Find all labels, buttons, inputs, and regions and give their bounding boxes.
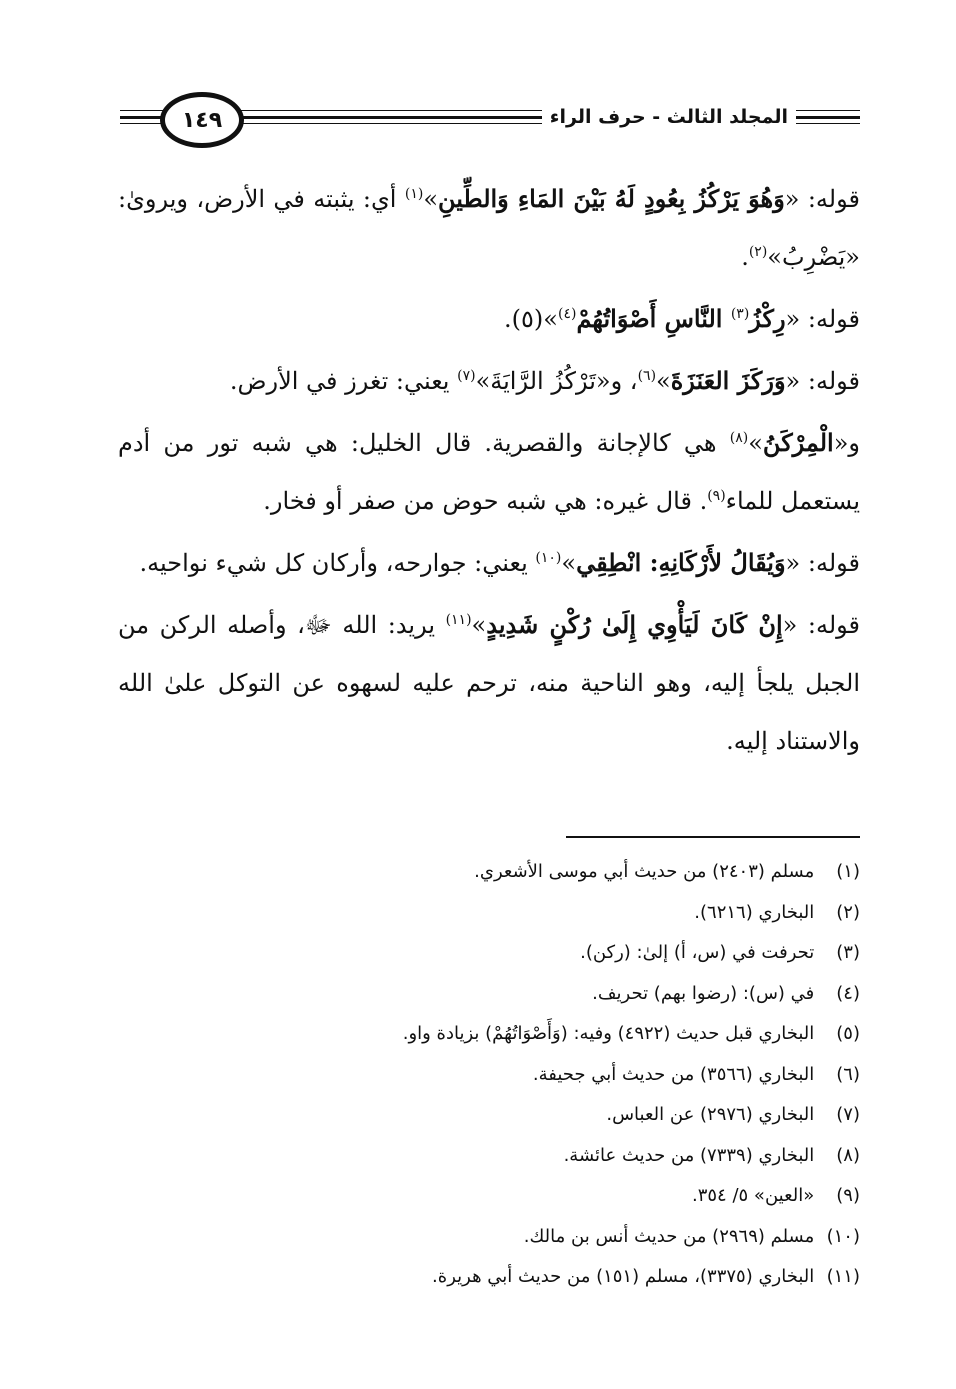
- footnote-ref: (٢): [748, 244, 768, 260]
- footnote-text: البخاري (٣٥٦٦) من حديث أبي جحيفة.: [532, 1063, 815, 1085]
- footnote-ref: (٦): [637, 368, 657, 384]
- footnote-text: البخاري (٧٣٣٩) من حديث عائشة.: [563, 1144, 815, 1166]
- footnote-number: (٢): [836, 901, 860, 923]
- hadith-quote: الْمِرْكَنُ: [762, 428, 834, 457]
- footnote-number: (٩): [836, 1185, 860, 1206]
- paragraph: قوله: «وَهُوَ يَرْكُزُ بِعُودٍ لَهُ بَيْنَ المَاءِ وَالطِّينِ»$^{(١)}$ أي: يثبته في الأرض، ويروىٰ: «يَضْرِبُ»$^{(٢)}$.: [118, 184, 860, 271]
- footnote: [118, 1176, 860, 1217]
- hadith-quote: وَيُقَالُ لأَرْكَانِهِ: انْطِقِي: [576, 548, 786, 577]
- footnote: [118, 893, 860, 934]
- footnote: [118, 1095, 860, 1136]
- footnote-text: مسلم (٢٤٠٣) من حديث أبي موسى الأشعري.: [474, 861, 815, 882]
- footnote-text: البخاري (٦٢١٦).: [694, 901, 815, 923]
- footnote: [118, 852, 860, 893]
- footnotes: [118, 852, 860, 1298]
- page-header: [120, 88, 860, 158]
- footnote-ref: (١): [404, 186, 424, 202]
- footnote-number: (٧): [836, 1104, 860, 1125]
- footnote: [118, 1217, 860, 1258]
- footnote-text: في (س): (رضوا بهم) تحريف.: [592, 982, 815, 1004]
- hadith-quote: وَرَكَزَ العَنَزَةَ: [670, 366, 786, 395]
- footnote-number: (٦): [836, 1063, 860, 1085]
- paragraph: قوله: «إِنْ كَانَ لَيَأْوِي إِلَىٰ رُكْنٍ شَدِيدٍ»$^{(١١)}$ يريد: الله ﷻ، وأصله الركن من الجبل يلجأ إليه، وهو الناحية منه، ترحم عليه لسهوه عن التوكل علىٰ الله والاستناد إليه.: [118, 610, 861, 755]
- footnote-text: البخاري (٣٣٧٥)، مسلم (١٥١) من حديث أبي هريرة.: [432, 1266, 815, 1287]
- footnote-separator: [566, 836, 860, 838]
- footnote-ref: (٧): [457, 368, 476, 384]
- paragraph: قوله: «رِكْزُ$^{(٣)}$ النَّاسِ أَصْوَاتُهُمْ$^{(٤)}$»(٥).: [504, 304, 860, 333]
- footnote-ref: (٣): [730, 306, 750, 322]
- footnote-number: (١): [836, 861, 860, 882]
- footnote: [118, 933, 860, 974]
- footnote-ref: (١١): [445, 612, 472, 628]
- hadith-quote: إِنْ كَانَ لَيَأْوِي إِلَىٰ رُكْنٍ شَدِيدٍ: [486, 610, 783, 639]
- footnote-ref: (١٠): [535, 550, 562, 566]
- page-number: ١٤٩: [160, 92, 244, 148]
- footnote: [118, 1014, 860, 1055]
- footnote-number: (١١): [826, 1266, 860, 1287]
- running-header-title: المجلد الثالث - حرف الراء: [542, 106, 796, 128]
- footnote-text: مسلم (٢٩٦٩) من حديث أنس بن مالك.: [523, 1225, 815, 1247]
- footnote: [118, 1136, 860, 1177]
- paragraph: قوله: «وَرَكَزَ العَنَزَةَ»$^{(٦)}$، و«تَرْكُزُ الرَّايَةَ»$^{(٧)}$ يعني: تغرز في الأرض.: [229, 366, 860, 395]
- footnote-number: (٣): [836, 942, 860, 963]
- paragraph: قوله: «وَيُقَالُ لأَرْكَانِهِ: انْطِقِي»$^{(١٠)}$ يعني: جوارحه، وأركان كل شيء نواحيه.: [139, 548, 860, 577]
- footnote-text: تحرفت في (س، أ) إلىٰ: (ركن).: [580, 942, 815, 963]
- hadith-quote: وَهُوَ يَرْكُزُ بِعُودٍ لَهُ بَيْنَ المَاءِ وَالطِّينِ: [438, 184, 785, 213]
- footnote-text: البخاري (٢٩٧٦) عن العباس.: [606, 1104, 815, 1125]
- footnote: [118, 1055, 860, 1096]
- hadith-quote: رِكْزُ: [749, 304, 786, 333]
- footnote-number: (٥): [836, 1023, 860, 1044]
- footnote-ref: (٤): [557, 306, 577, 322]
- footnote: [118, 1257, 860, 1298]
- footnote-number: (١٠): [826, 1225, 860, 1247]
- main-text: [118, 170, 860, 774]
- footnote-number: (٤): [836, 982, 860, 1004]
- footnote-number: (٨): [836, 1144, 860, 1166]
- footnote-text: «العين» ٥/ ٣٥٤.: [691, 1185, 815, 1206]
- footnote-ref: (٩): [707, 488, 726, 504]
- paragraph: و«الْمِرْكَنُ»$^{(٨)}$ هي كالإجانة والقصرية. قال الخليل: هي شبه تور من أدم يستعمل للماء$^{(٩)}$. قال غيره: هي شبه حوض من صفر أو فخار.: [118, 428, 860, 515]
- footnote: [118, 974, 860, 1015]
- footnote-text: البخاري قبل حديث (٤٩٢٢) وفيه: (وَأَصْوَاتُهُمْ) بزيادة واو.: [402, 1023, 815, 1044]
- footnote-ref: (٨): [729, 430, 749, 446]
